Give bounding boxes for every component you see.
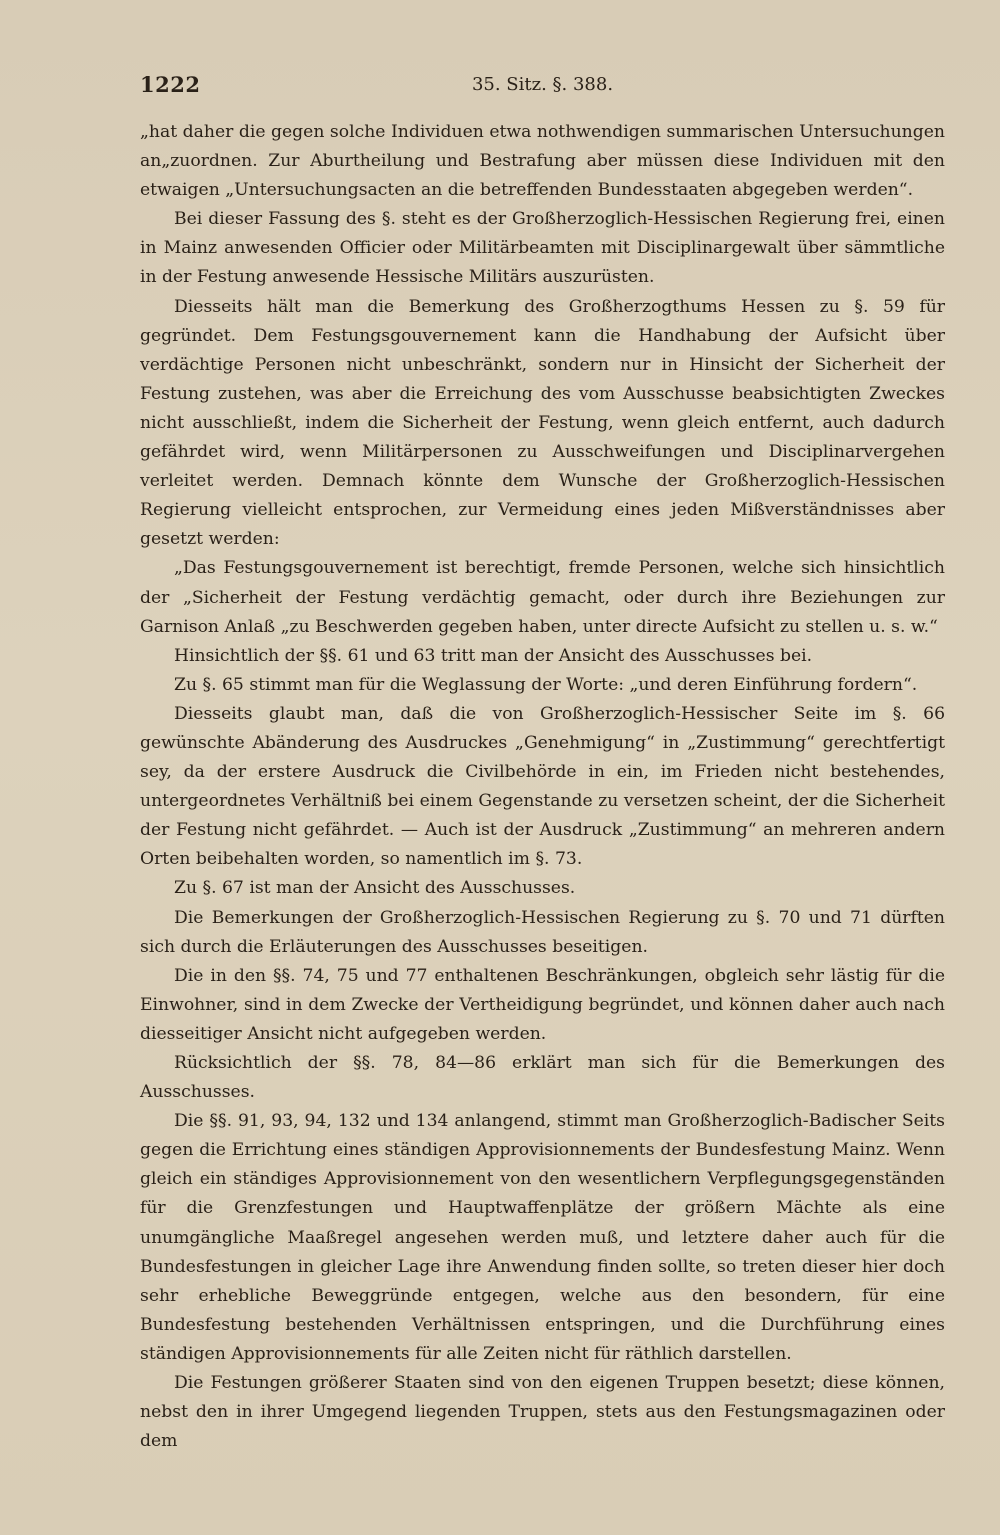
paragraph-4-quote: „Das Festungsgouvernement ist berechtigt, fremde Personen, welche sich hinsichtlich der „Sicherheit der Festung verdächtig gemacht, oder durch ihre Beziehungen zur Garnison Anlaß „zu Beschwerden gegeben haben, unter directe Aufsicht zu stellen u. s. w.“ — [140, 558, 945, 637]
paragraph-10: Die in den §§. 74, 75 und 77 enthaltenen Beschränkungen, obgleich sehr lästig für die Einwohner, sind in dem Zwecke der Vertheidigung begründet, und können daher auch nach diesseitiger Ansicht nicht aufgegeben werden. — [140, 965, 945, 1044]
page-header — [140, 72, 945, 106]
paragraph-5: Hinsichtlich der §§. 61 und 63 tritt man der Ansicht des Ausschusses bei. — [174, 645, 813, 666]
paragraph-1: „hat daher die gegen solche Individuen etwa nothwendigen summarischen Untersuchungen an„zuordnen. Zur Aburtheilung und Bestrafung aber müssen diese Individuen mit den etwaigen „Untersuchungsacten an die betreffenden Bundesstaaten abgegeben werden“. — [140, 122, 945, 201]
paragraph-3: Diesseits hält man die Bemerkung des Großherzogthums Hessen zu §. 59 für gegründet. Dem Festungsgouvernement kann die Handhabung der Aufsicht über verdächtige Personen nicht unbeschränkt, sondern nur in Hinsicht der Sicherheit der Festung zustehen, was aber die Erreichung des vom Ausschusse beabsichtigten Zweckes nicht ausschließt, indem die Sicherheit der Festung, wenn gleich entfernt, auch dadurch gefährdet wird, wenn Militärpersonen zu Ausschweifungen und Disciplinarvergehen verleitet werden. Demnach könnte dem Wunsche der Großherzoglich-Hessischen Regierung vielleicht entsprochen, zur Vermeidung eines jeden Mißverständnisses aber gesetzt werden: — [140, 296, 945, 550]
paragraph-6: Zu §. 65 stimmt man für die Weglassung der Worte: „und deren Einführung fordern“. — [174, 674, 918, 695]
paragraph-12: Die §§. 91, 93, 94, 132 und 134 anlangend, stimmt man Großherzoglich-Badischer Seits gegen die Errichtung eines ständigen Approvisionnements der Bundesfestung Mainz. Wenn gleich ein ständiges Approvisionnement von den wesentlichern Verpflegungsgegenständen für die Grenzfestungen und Hauptwaffenplätze der größern Mächte als eine unumgängliche Maaßregel angesehen werden muß, und letztere daher auch für die Bundesfestungen in gleicher Lage ihre Anwendung finden sollte, so treten dieser hier doch sehr erhebliche Beweggründe entgegen, welche aus den besondern, für eine Bundesfestung bestehenden Verhältnissen entspringen, und die Durchführung eines ständigen Approvisionnements für alle Zeiten nicht für räthlich darstellen. — [140, 1111, 945, 1364]
running-head: 35. Sitz. §. 388. — [471, 74, 614, 95]
page-number: 1222 — [140, 72, 201, 97]
paragraph-11: Rücksichtlich der §§. 78, 84—86 erklärt man sich für die Bemerkungen des Ausschusses. — [140, 1053, 945, 1103]
body-text — [140, 118, 945, 1456]
paragraph-9: Die Bemerkungen der Großherzoglich-Hessischen Regierung zu §. 70 und 71 dürften sich durch die Erläuterungen des Ausschusses beseitigen. — [140, 907, 945, 957]
paragraph-7: Diesseits glaubt man, daß die von Großherzoglich-Hessischer Seite im §. 66 gewünschte Abänderung des Ausdruckes „Genehmigung“ in „Zustimmung“ gerechtfertigt sey, da der erstere Ausdruck die Civilbehörde in ein, im Frieden nicht bestehendes, untergeordnetes Verhältniß bei einem Gegenstande zu versetzen scheint, der die Sicherheit der Festung nicht gefährdet. — Auch ist der Ausdruck „Zustimmung“ an mehreren andern Orten beibehalten worden, so namentlich im §. 73. — [140, 703, 945, 870]
paragraph-8: Zu §. 67 ist man der Ansicht des Ausschusses. — [174, 878, 576, 899]
paragraph-2: Bei dieser Fassung des §. steht es der Großherzoglich-Hessischen Regierung frei, einen in Mainz anwesenden Officier oder Militärbeamten mit Disciplinargewalt über sämmtliche in der Festung anwesende Hessische Militärs auszurüsten. — [140, 209, 945, 288]
paragraph-13: Die Festungen größerer Staaten sind von den eigenen Truppen besetzt; diese können, nebst den in ihrer Umgegend liegenden Truppen, stets aus den Festungsmagazinen oder dem — [140, 1373, 945, 1452]
